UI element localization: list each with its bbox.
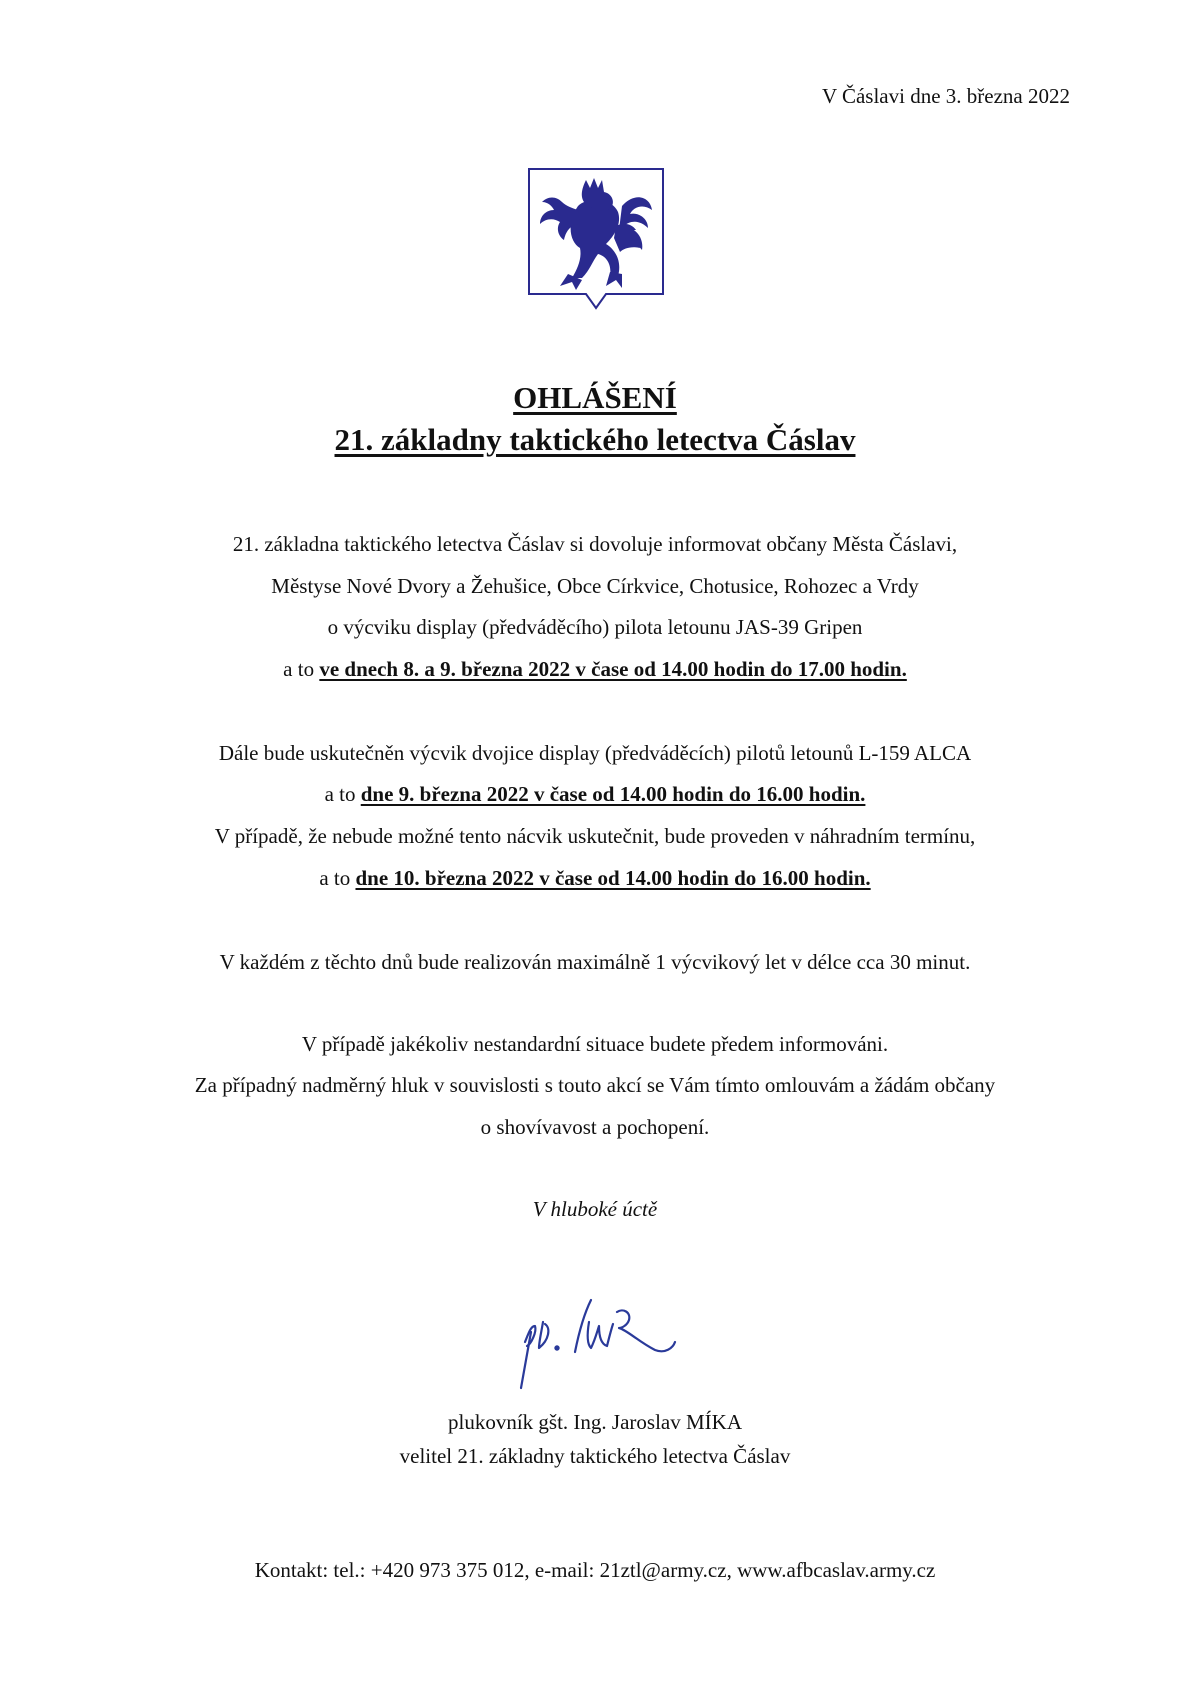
para2-line1: Dále bude uskutečněn výcvik dvojice display (předváděcích) pilotů letounů L-159 ALCA: [218, 741, 972, 765]
contact-info: Kontakt: tel.: +420 973 375 012, e-mail: 21ztl@army.cz, www.afbcaslav.army.cz: [254, 1558, 936, 1582]
para3: V každém z těchto dnů bude realizován maximálně 1 výcvikový let v délce cca 30 minut.: [219, 950, 971, 974]
announcement-title: OHLÁŠENÍ: [513, 380, 677, 415]
signatory-name: plukovník gšt. Ing. Jaroslav MÍKA: [448, 1410, 742, 1434]
para2-line4-prefix: a to: [319, 866, 356, 890]
para4-line1: V případě jakékoliv nestandardní situace budete předem informováni.: [301, 1032, 889, 1056]
para1-dates: ve dnech 8. a 9. března 2022 v čase od 14.00 hodin do 17.00 hodin.: [319, 657, 907, 681]
announcement-subtitle: 21. základny taktického letectva Čáslav: [334, 422, 856, 457]
para2-alt-dates: dne 10. března 2022 v čase od 14.00 hodin do 16.00 hodin.: [355, 866, 871, 890]
para2-dates: dne 9. března 2022 v čase od 14.00 hodin do 16.00 hodin.: [360, 782, 866, 806]
para4-line3: o shovívavost a pochopení.: [480, 1115, 710, 1139]
signatory-role: velitel 21. základny taktického letectva Čáslav: [399, 1444, 791, 1468]
para2-line2: [0, 782, 1190, 807]
para1-line2: Městyse Nové Dvory a Žehušice, Obce Církvice, Chotusice, Rohozec a Vrdy: [271, 574, 919, 598]
document-date: V Čáslavi dne 3. března 2022: [821, 84, 1070, 108]
para2-line4: [0, 866, 1190, 891]
closing-greeting: V hluboké úctě: [532, 1197, 658, 1221]
signature-image: [505, 1282, 685, 1392]
para4-line2: Za případný nadměrný hluk v souvislosti s touto akcí se Vám tímto omlouvám a žádám občany: [194, 1073, 996, 1097]
para1-line4-prefix: a to: [283, 657, 320, 681]
crest-icon: [526, 166, 666, 314]
para1-line4: [0, 657, 1190, 682]
para2-line3: V případě, že nebude možné tento nácvik uskutečnit, bude proveden v náhradním termínu,: [214, 824, 976, 848]
para2-line2-prefix: a to: [324, 782, 361, 806]
para1-line1: 21. základna taktického letectva Čáslav si dovoluje informovat občany Města Čáslavi,: [232, 532, 958, 556]
para1-line3: o výcviku display (předváděcího) pilota letounu JAS-39 Gripen: [327, 615, 863, 639]
